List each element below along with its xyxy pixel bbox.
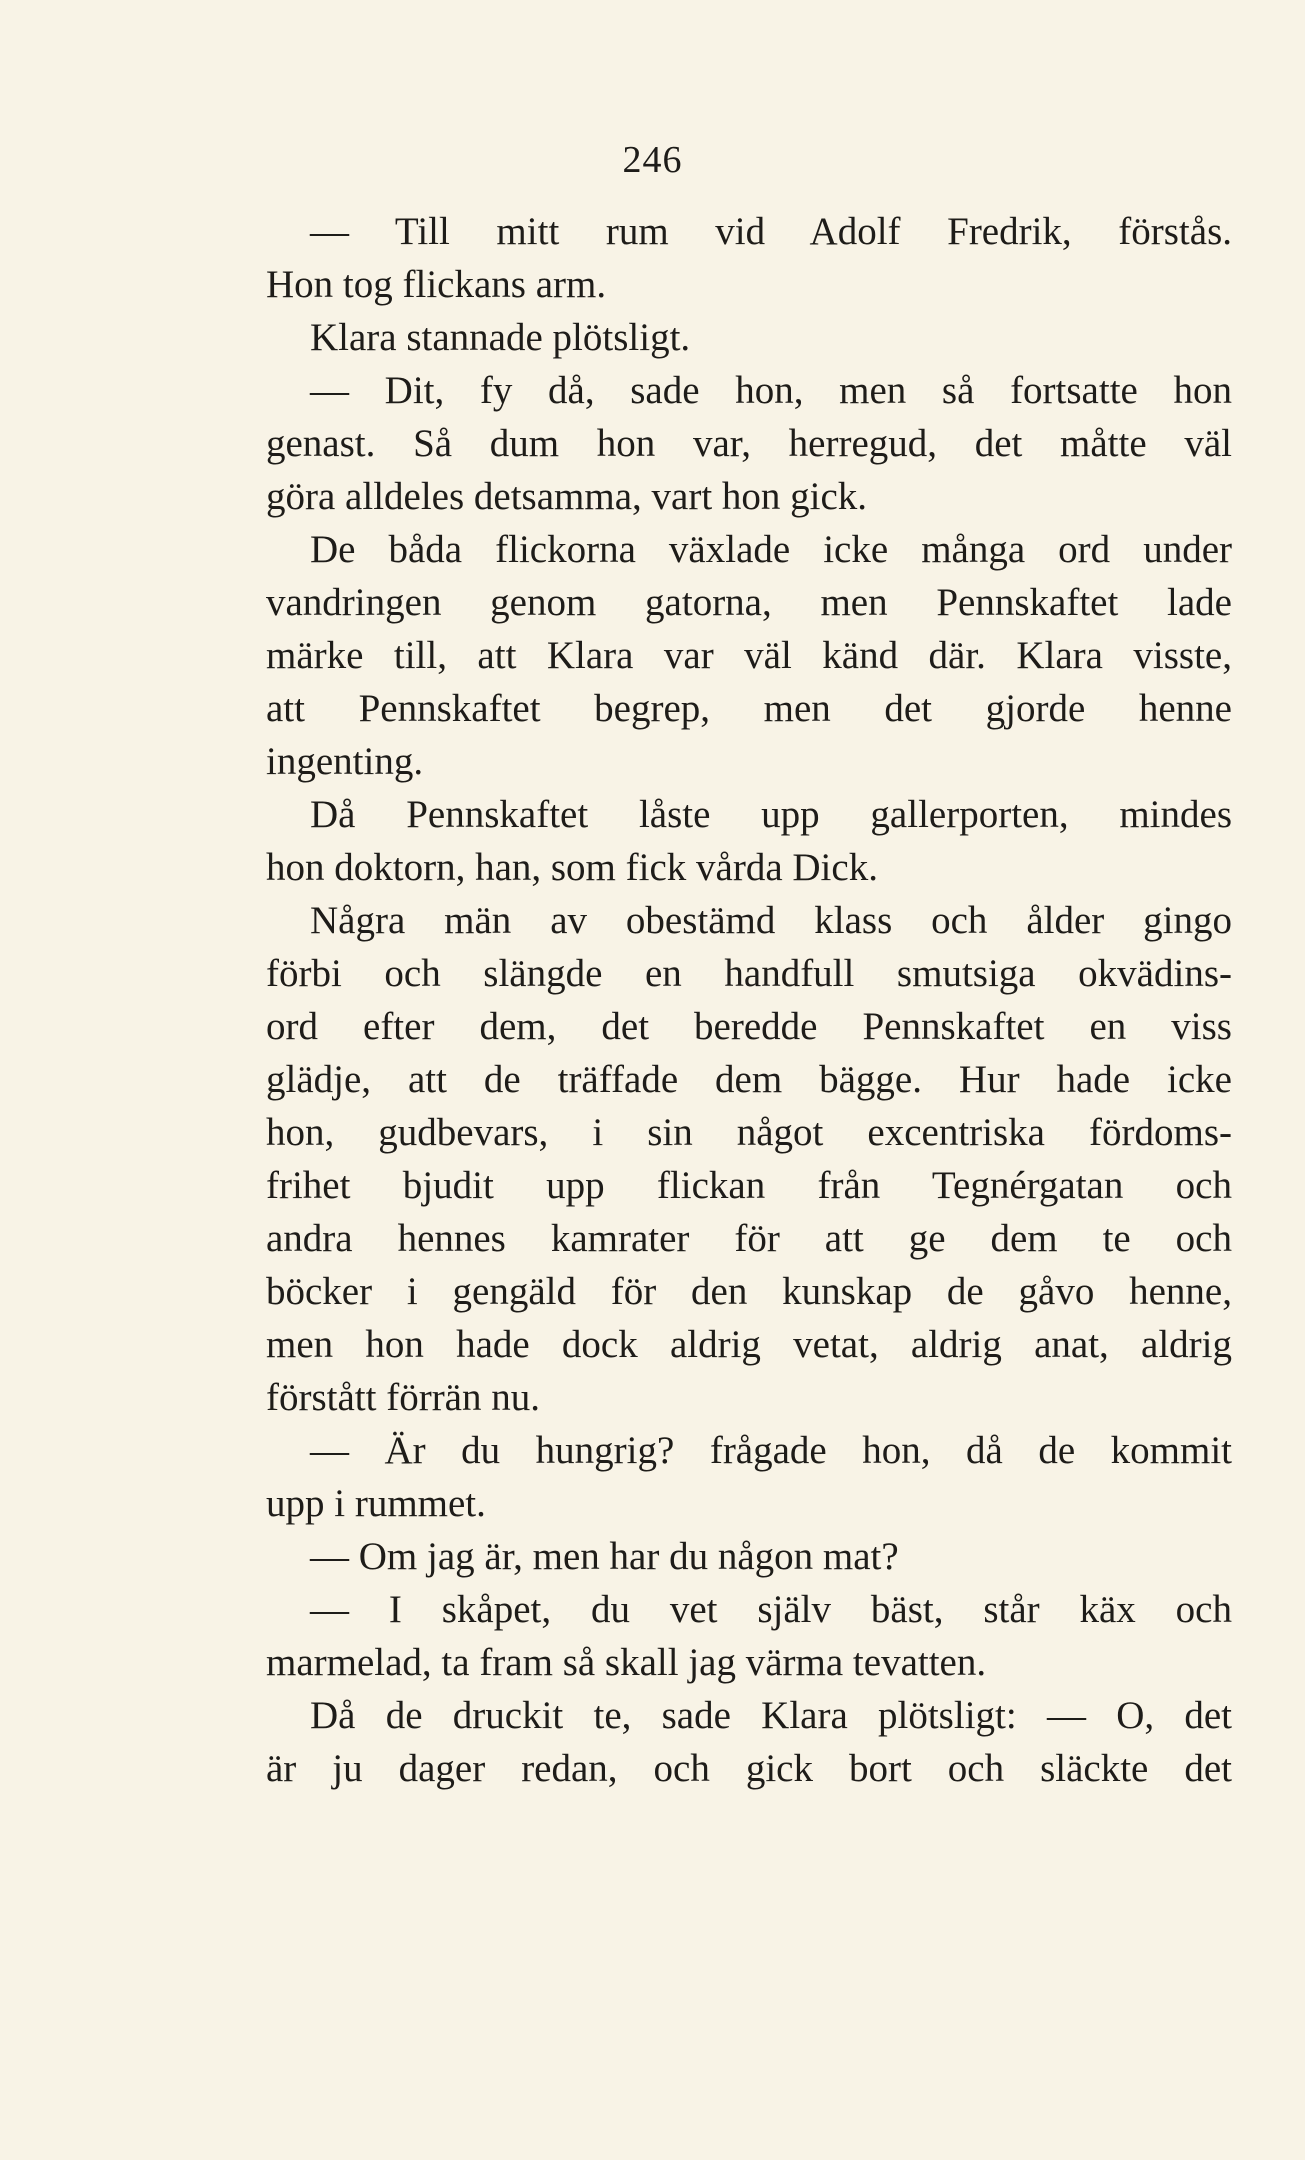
text-line: marmelad, ta fram så skall jag värma tevatten. [266,1641,987,1684]
text-line: hon, gudbevars, i sin något excentriska fördoms- [266,1111,1232,1154]
text-line: upp i rummet. [266,1482,486,1525]
text-line: ingenting. [266,740,424,783]
text-line: glädje, att de träffade dem bägge. Hur hade icke [266,1058,1232,1101]
text-line: De båda flickorna växlade icke många ord under [310,528,1232,571]
text-line: vandringen genom gatorna, men Pennskaftet lade [266,581,1232,624]
text-line: är ju dager redan, och gick bort och släckte det [266,1747,1232,1790]
text-line: Klara stannade plötsligt. [310,316,691,359]
text-line: förbi och slängde en handfull smutsiga okvädins- [266,952,1232,995]
text-line: — I skåpet, du vet själv bäst, står käx och [310,1588,1232,1631]
text-line: böcker i gengäld för den kunskap de gåvo henne, [266,1270,1232,1313]
text-line: göra alldeles detsamma, vart hon gick. [266,475,868,518]
text-line: att Pennskaftet begrep, men det gjorde henne [266,687,1232,730]
text-line: — Dit, fy då, sade hon, men så fortsatte hon [310,369,1232,412]
page-number: 246 [622,139,683,181]
text-line: Då de druckit te, sade Klara plötsligt: — O, det [310,1694,1232,1737]
text-line: Då Pennskaftet låste upp gallerporten, mindes [310,793,1232,836]
text-line: — Är du hungrig? frågade hon, då de kommit [310,1429,1232,1472]
text-line: Hon tog flickans arm. [266,263,607,306]
text-line: — Om jag är, men har du någon mat? [310,1535,899,1578]
text-line: förstått förrän nu. [266,1376,540,1419]
text-line: märke till, att Klara var väl känd där. Klara visste, [266,634,1232,677]
text-line: frihet bjudit upp flickan från Tegnérgatan och [266,1164,1232,1207]
text-line: Några män av obestämd klass och ålder gingo [310,899,1232,942]
text-line: men hon hade dock aldrig vetat, aldrig anat, aldrig [266,1323,1232,1366]
text-line: andra hennes kamrater för att ge dem te och [266,1217,1232,1260]
text-line: ord efter dem, det beredde Pennskaftet en viss [266,1005,1232,1048]
text-line: genast. Så dum hon var, herregud, det måtte väl [266,422,1232,465]
page-text [266,205,1232,1795]
text-line: — Till mitt rum vid Adolf Fredrik, förstås. [310,210,1232,253]
text-line: hon doktorn, han, som fick vårda Dick. [266,846,878,889]
